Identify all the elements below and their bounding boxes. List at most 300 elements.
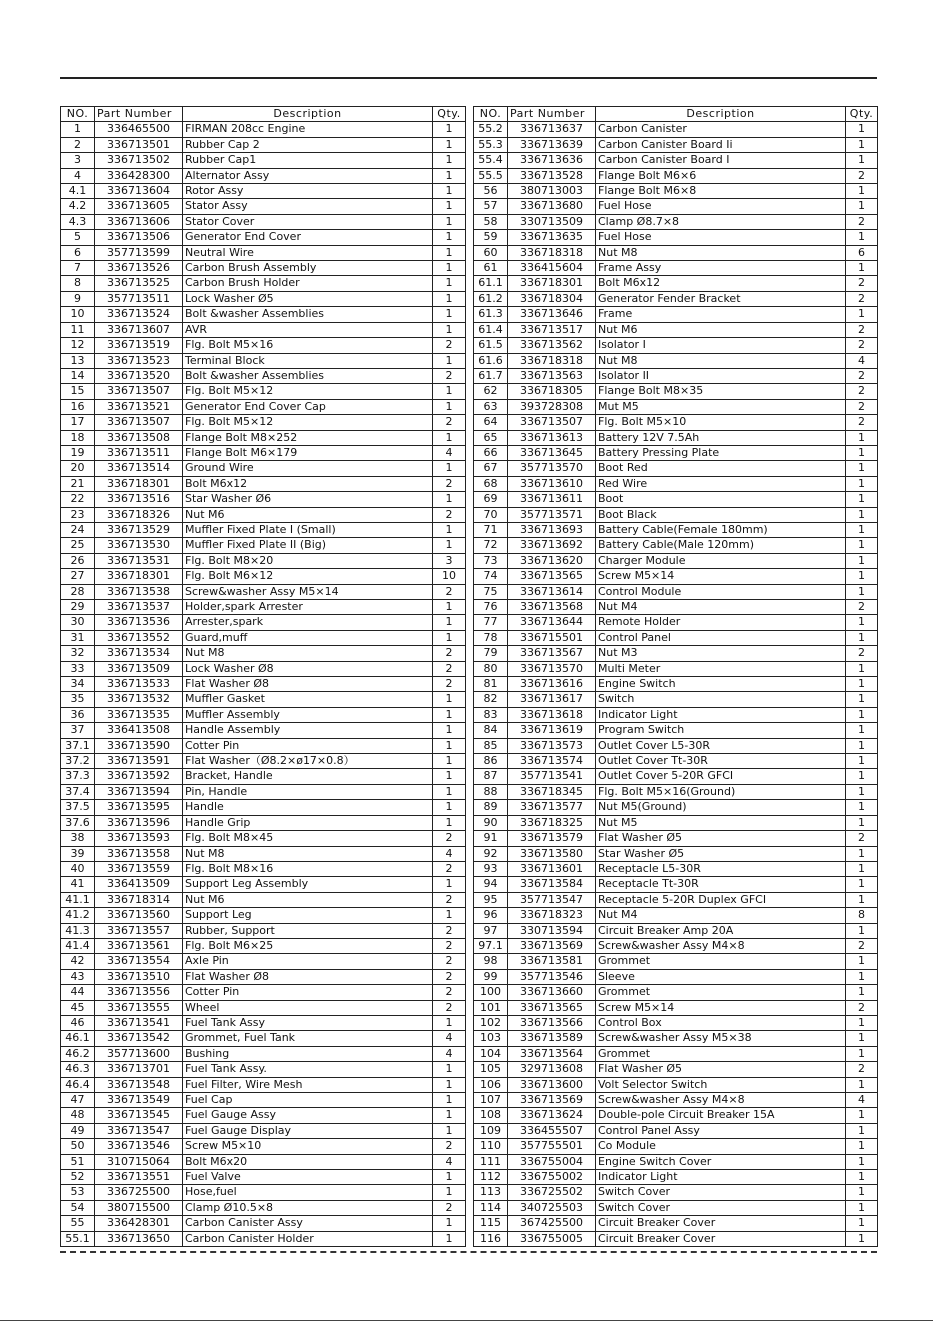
header-no: NO. [474,107,508,122]
cell-part-number: 336713560 [95,908,183,923]
table-row [474,445,878,460]
cell-description: Flat Washer（Ø8.2×ø17×0.8） [183,754,433,769]
cell-description: Charger Module [596,553,846,568]
table-row [474,276,878,291]
cell-no: 37 [61,723,95,738]
table-row [61,168,466,183]
cell-part-number: 336713506 [95,230,183,245]
cell-part-number: 336713534 [95,646,183,661]
cell-description: Indicator Light [596,1170,846,1185]
cell-part-number: 336713545 [95,1108,183,1123]
cell-description: Flat Washer Ø8 [183,677,433,692]
cell-description: Nut M8 [596,245,846,260]
cell-qty: 1 [846,1139,878,1154]
table-row [474,153,878,168]
cell-qty: 2 [846,415,878,430]
table-row [474,338,878,353]
cell-qty: 4 [846,353,878,368]
bottom-dashed-divider [60,1251,877,1253]
cell-no: 82 [474,692,508,707]
cell-part-number: 336713595 [95,800,183,815]
table-row [61,908,466,923]
cell-description: Boot Black [596,507,846,522]
cell-description: Clamp Ø8.7×8 [596,214,846,229]
cell-part-number: 336413508 [95,723,183,738]
cell-part-number: 336713619 [508,723,596,738]
cell-description: Boot [596,492,846,507]
cell-part-number: 336713590 [95,738,183,753]
cell-description: Stator Cover [183,214,433,229]
table-row [474,1031,878,1046]
cell-description: Red Wire [596,476,846,491]
cell-description: Carbon Canister [596,122,846,137]
cell-description: Terminal Block [183,353,433,368]
cell-no: 20 [61,461,95,476]
table-row [61,1123,466,1138]
cell-part-number: 336713520 [95,368,183,383]
cell-no: 41.3 [61,923,95,938]
table-row [61,476,466,491]
cell-description: Engine Switch Cover [596,1154,846,1169]
table-row [474,1093,878,1108]
cell-qty: 1 [433,538,466,553]
cell-part-number: 336713569 [508,1093,596,1108]
cell-qty: 1 [846,677,878,692]
cell-description: Hose,fuel [183,1185,433,1200]
cell-part-number: 336713562 [508,338,596,353]
cell-qty: 1 [433,430,466,445]
table-row [474,553,878,568]
cell-part-number: 336713537 [95,600,183,615]
cell-qty: 1 [433,168,466,183]
cell-description: Handle Grip [183,815,433,830]
cell-qty: 1 [846,261,878,276]
table-row [474,877,878,892]
cell-description: Flat Washer Ø5 [596,1062,846,1077]
cell-part-number: 336713637 [508,122,596,137]
cell-no: 26 [61,553,95,568]
cell-part-number: 336713601 [508,861,596,876]
cell-part-number: 336713519 [95,338,183,353]
cell-qty: 1 [433,800,466,815]
cell-description: Mut M5 [596,399,846,414]
cell-no: 115 [474,1216,508,1231]
cell-qty: 1 [433,461,466,476]
cell-description: Flg. Bolt M5×12 [183,415,433,430]
cell-qty: 1 [433,815,466,830]
cell-description: Bolt &washer Assemblies [183,307,433,322]
cell-description: Screw M5×14 [596,569,846,584]
cell-no: 59 [474,230,508,245]
cell-no: 56 [474,184,508,199]
cell-qty: 1 [433,307,466,322]
cell-qty: 1 [433,1093,466,1108]
table-row [61,137,466,152]
cell-description: Control Panel [596,630,846,645]
cell-part-number: 336713516 [95,492,183,507]
cell-no: 113 [474,1185,508,1200]
cell-part-number: 336718301 [95,569,183,584]
table-row [61,199,466,214]
cell-part-number: 336713605 [95,199,183,214]
cell-no: 34 [61,677,95,692]
cell-no: 13 [61,353,95,368]
cell-description: Flg. Bolt M5×12 [183,384,433,399]
table-row [474,738,878,753]
cell-description: Flange Bolt M8×252 [183,430,433,445]
cell-qty: 2 [433,1139,466,1154]
table-row [61,368,466,383]
cell-qty: 2 [433,892,466,907]
cell-no: 61.4 [474,322,508,337]
cell-no: 41.2 [61,908,95,923]
cell-part-number: 336713620 [508,553,596,568]
cell-part-number: 336713584 [508,877,596,892]
cell-no: 24 [61,522,95,537]
table-row [474,1046,878,1061]
cell-qty: 1 [846,1154,878,1169]
cell-qty: 1 [433,137,466,152]
cell-qty: 2 [846,600,878,615]
cell-no: 111 [474,1154,508,1169]
cell-description: Nut M5(Ground) [596,800,846,815]
cell-no: 84 [474,723,508,738]
cell-no: 11 [61,322,95,337]
cell-no: 102 [474,1015,508,1030]
cell-part-number: 336713644 [508,615,596,630]
cell-part-number: 329713608 [508,1062,596,1077]
cell-part-number: 336713660 [508,985,596,1000]
cell-no: 4 [61,168,95,183]
table-row [61,754,466,769]
table-row [61,184,466,199]
cell-description: Screw&washer Assy M5×14 [183,584,433,599]
cell-part-number: 336713577 [508,800,596,815]
cell-no: 4.2 [61,199,95,214]
cell-qty: 1 [433,522,466,537]
cell-no: 28 [61,584,95,599]
table-row [61,1093,466,1108]
cell-description: Lock Washer Ø5 [183,291,433,306]
cell-qty: 1 [846,1123,878,1138]
cell-qty: 1 [846,661,878,676]
cell-part-number: 336718323 [508,908,596,923]
table-row [474,630,878,645]
cell-qty: 4 [433,1154,466,1169]
cell-no: 89 [474,800,508,815]
cell-description: Nut M8 [183,846,433,861]
cell-description: Axle Pin [183,954,433,969]
cell-description: Handle Assembly [183,723,433,738]
cell-part-number: 336713569 [508,938,596,953]
cell-no: 40 [61,861,95,876]
cell-qty: 2 [846,1062,878,1077]
cell-no: 62 [474,384,508,399]
cell-qty: 1 [433,322,466,337]
table-row [61,661,466,676]
cell-no: 77 [474,615,508,630]
cell-qty: 1 [846,1170,878,1185]
table-row [61,538,466,553]
table-row [474,815,878,830]
header-qty: Qty. [846,107,878,122]
cell-qty: 1 [846,122,878,137]
cell-qty: 1 [846,584,878,599]
cell-qty: 1 [846,569,878,584]
cell-no: 19 [61,445,95,460]
cell-no: 103 [474,1031,508,1046]
cell-no: 70 [474,507,508,522]
cell-qty: 2 [433,415,466,430]
cell-no: 46.3 [61,1062,95,1077]
cell-part-number: 336713509 [95,661,183,676]
cell-part-number: 336713546 [95,1139,183,1154]
cell-no: 37.3 [61,769,95,784]
cell-no: 79 [474,646,508,661]
cell-no: 64 [474,415,508,430]
cell-part-number: 336713529 [95,522,183,537]
cell-qty: 2 [433,368,466,383]
cell-no: 76 [474,600,508,615]
cell-qty: 1 [433,291,466,306]
cell-qty: 1 [846,1108,878,1123]
cell-no: 54 [61,1200,95,1215]
cell-part-number: 336713566 [508,1015,596,1030]
cell-description: Screw&washer Assy M5×38 [596,1031,846,1046]
cell-no: 61.7 [474,368,508,383]
cell-part-number: 336713530 [95,538,183,553]
cell-qty: 1 [846,1077,878,1092]
cell-description: Remote Holder [596,615,846,630]
cell-part-number: 336465500 [95,122,183,137]
cell-description: AVR [183,322,433,337]
cell-qty: 1 [846,1015,878,1030]
table-row [61,1077,466,1092]
cell-part-number: 336718345 [508,784,596,799]
cell-qty: 2 [846,384,878,399]
cell-part-number: 336713570 [508,661,596,676]
table-row [474,646,878,661]
cell-part-number: 336713549 [95,1093,183,1108]
cell-no: 57 [474,199,508,214]
cell-part-number: 336713573 [508,738,596,753]
cell-description: Battery 12V 7.5Ah [596,430,846,445]
table-row [474,137,878,152]
cell-part-number: 336428301 [95,1216,183,1231]
cell-description: Frame Assy [596,261,846,276]
cell-description: Fuel Gauge Assy [183,1108,433,1123]
cell-description: Double-pole Circuit Breaker 15A [596,1108,846,1123]
table-row [61,1046,466,1061]
cell-no: 27 [61,569,95,584]
cell-qty: 2 [433,338,466,353]
table-row [61,245,466,260]
cell-no: 46 [61,1015,95,1030]
cell-description: Outlet Cover 5-20R GFCI [596,769,846,784]
cell-part-number: 336713567 [508,646,596,661]
cell-no: 69 [474,492,508,507]
table-row [61,892,466,907]
cell-description: Flg. Bolt M5×16(Ground) [596,784,846,799]
cell-description: Nut M6 [183,892,433,907]
table-row [474,954,878,969]
cell-qty: 1 [433,1108,466,1123]
table-row [474,892,878,907]
cell-description: Flange Bolt M6×6 [596,168,846,183]
table-row [474,769,878,784]
cell-no: 91 [474,831,508,846]
cell-qty: 1 [433,1062,466,1077]
cell-description: Nut M3 [596,646,846,661]
table-row [474,1015,878,1030]
cell-no: 72 [474,538,508,553]
cell-qty: 10 [433,569,466,584]
cell-qty: 1 [846,877,878,892]
cell-description: Rubber Cap1 [183,153,433,168]
cell-part-number: 336713514 [95,461,183,476]
cell-part-number: 336713555 [95,1000,183,1015]
cell-part-number: 336713511 [95,445,183,460]
table-row [474,507,878,522]
cell-description: Generator End Cover Cap [183,399,433,414]
table-row [61,353,466,368]
cell-qty: 1 [846,738,878,753]
cell-no: 93 [474,861,508,876]
cell-qty: 2 [433,861,466,876]
cell-description: Receptacle 5-20R Duplex GFCI [596,892,846,907]
table-row [61,261,466,276]
cell-part-number: 336713548 [95,1077,183,1092]
cell-no: 90 [474,815,508,830]
cell-description: Control Module [596,584,846,599]
cell-no: 101 [474,1000,508,1015]
table-row [61,677,466,692]
cell-no: 65 [474,430,508,445]
table-row [474,1231,878,1246]
cell-no: 105 [474,1062,508,1077]
cell-qty: 1 [433,184,466,199]
cell-qty: 1 [846,476,878,491]
cell-description: Flg. Bolt M8×45 [183,831,433,846]
cell-part-number: 336713535 [95,707,183,722]
table-row [61,692,466,707]
cell-part-number: 330713594 [508,923,596,938]
cell-description: Grommet [596,954,846,969]
cell-part-number: 336713701 [95,1062,183,1077]
cell-no: 50 [61,1139,95,1154]
cell-part-number: 336713507 [95,384,183,399]
cell-part-number: 336455507 [508,1123,596,1138]
table-row [474,245,878,260]
table-row [61,153,466,168]
cell-description: Program Switch [596,723,846,738]
cell-description: Support Leg [183,908,433,923]
cell-no: 92 [474,846,508,861]
cell-description: Fuel Hose [596,230,846,245]
cell-qty: 1 [433,723,466,738]
cell-qty: 1 [846,492,878,507]
page-bottom-line [0,1320,933,1321]
cell-qty: 1 [846,954,878,969]
cell-no: 6 [61,245,95,260]
cell-part-number: 336713646 [508,307,596,322]
cell-description: Flat Washer Ø5 [596,831,846,846]
cell-part-number: 336718314 [95,892,183,907]
cell-description: Nut M6 [183,507,433,522]
cell-qty: 1 [433,1170,466,1185]
cell-qty: 1 [846,507,878,522]
cell-qty: 2 [433,677,466,692]
cell-description: FIRMAN 208cc Engine [183,122,433,137]
table-row [474,1216,878,1231]
cell-part-number: 336713524 [95,307,183,322]
table-header-row [474,107,878,122]
cell-qty: 1 [846,815,878,830]
cell-description: Cotter Pin [183,738,433,753]
table-row [474,1077,878,1092]
table-row [61,569,466,584]
cell-no: 4.3 [61,214,95,229]
table-row [474,677,878,692]
cell-description: Holder,spark Arrester [183,600,433,615]
cell-no: 39 [61,846,95,861]
cell-part-number: 357755501 [508,1139,596,1154]
cell-description: Multi Meter [596,661,846,676]
cell-description: Nut M8 [596,353,846,368]
cell-description: Screw&washer Assy M4×8 [596,938,846,953]
cell-qty: 1 [433,877,466,892]
cell-description: Battery Pressing Plate [596,445,846,460]
cell-qty: 2 [846,291,878,306]
cell-no: 45 [61,1000,95,1015]
cell-qty: 2 [433,507,466,522]
cell-no: 49 [61,1123,95,1138]
top-divider [60,77,877,79]
cell-description: Muffler Gasket [183,692,433,707]
cell-qty: 1 [433,1015,466,1030]
cell-qty: 4 [433,846,466,861]
cell-no: 94 [474,877,508,892]
cell-qty: 2 [433,938,466,953]
cell-part-number: 336713554 [95,954,183,969]
cell-no: 55.1 [61,1231,95,1246]
cell-description: Muffler Fixed Plate I (Small) [183,522,433,537]
cell-no: 8 [61,276,95,291]
cell-no: 44 [61,985,95,1000]
cell-part-number: 336713510 [95,969,183,984]
table-row [61,646,466,661]
cell-no: 47 [61,1093,95,1108]
table-row [474,584,878,599]
cell-part-number: 357713571 [508,507,596,522]
cell-part-number: 336713693 [508,522,596,537]
cell-description: Cotter Pin [183,985,433,1000]
table-row [61,815,466,830]
table-row [474,1062,878,1077]
cell-qty: 1 [846,892,878,907]
cell-qty: 2 [433,646,466,661]
cell-part-number: 336413509 [95,877,183,892]
cell-qty: 2 [433,954,466,969]
table-row [61,938,466,953]
cell-no: 14 [61,368,95,383]
cell-part-number: 336713617 [508,692,596,707]
table-row [474,476,878,491]
cell-qty: 2 [846,322,878,337]
table-row [61,1000,466,1015]
cell-qty: 1 [846,307,878,322]
cell-no: 116 [474,1231,508,1246]
